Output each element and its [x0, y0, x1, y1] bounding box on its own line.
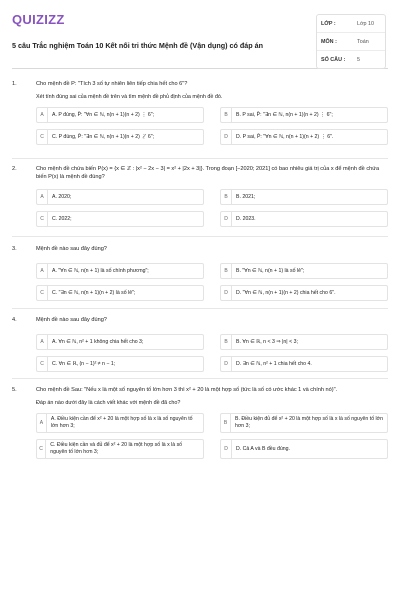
- option-text: C. P đúng, P̄: "∃n ∈ ℕ, n(n + 1)(n + 2) ⋮̸ 6";: [52, 133, 155, 140]
- question-number: 2.: [12, 166, 17, 172]
- option-a[interactable]: [36, 189, 204, 205]
- option-text: C. 2022;: [52, 215, 72, 222]
- option-letter: D: [221, 212, 232, 226]
- meta-row-grade: [317, 15, 385, 33]
- option-letter: C: [37, 440, 46, 458]
- answer-options: [36, 413, 388, 459]
- question-number: 4.: [12, 317, 17, 323]
- question-subtext: Đáp án nào dưới đây là cách viết khác với mệnh đề đã cho?: [36, 400, 181, 406]
- option-letter: B: [221, 264, 232, 278]
- option-a[interactable]: [36, 107, 204, 123]
- option-c[interactable]: [36, 211, 204, 227]
- question-text: Cho mệnh đề P: "Tích 3 số tự nhiên liên tiếp chia hết cho 6"?: [36, 81, 188, 87]
- option-text: C. Điều kiện cần và đủ để x² + 20 là một hợp số là x là số nguyên tố lớn hơn 3;: [50, 442, 183, 455]
- option-text: A. P đúng, P̄: "∀n ∈ ℕ, n(n + 1)(n + 2) ⋮ 6";: [52, 111, 155, 118]
- option-text: D. Cả A và B đều đúng.: [236, 445, 290, 452]
- option-b[interactable]: [220, 263, 388, 279]
- option-letter: B: [221, 414, 231, 432]
- question-number: 5.: [12, 387, 17, 393]
- meta-value: Toán: [357, 38, 369, 45]
- meta-row-subject: [317, 33, 385, 51]
- question-text: Cho mệnh đề Sau: "Nếu x là một số nguyên tố lớn hơn 3 thì x² + 20 là một hợp số (tức là số có ước khác 1 và chính nó)".: [36, 387, 338, 393]
- option-letter: D: [221, 357, 232, 371]
- question-divider: [12, 378, 388, 379]
- option-letter: A: [37, 190, 48, 204]
- option-a[interactable]: [36, 263, 204, 279]
- meta-value: 5: [357, 56, 360, 63]
- question-1: [12, 80, 388, 145]
- option-letter: B: [221, 335, 232, 349]
- option-letter: C: [37, 286, 48, 300]
- question-subtext: Xét tính đúng sai của mệnh đề trên và tìm mệnh đề phủ định của mệnh đề đó.: [36, 94, 223, 100]
- option-c[interactable]: [36, 439, 204, 459]
- option-d[interactable]: [220, 356, 388, 372]
- option-text: A. Điều kiện cần để x² + 20 là một hợp số là x là số nguyên tố lớn hơn 3;: [50, 416, 193, 429]
- option-d[interactable]: [220, 439, 388, 459]
- question-text: Cho mệnh đề chứa biến P(x) = {x ∈ ℤ : |x² − 2x − 3| = x² + |2x + 3|}. Trong đoạn [−2020; 2021] có bao nhiêu giá trị của x để mệnh đề chứa biến P(x) là mệnh đề đúng?: [36, 166, 380, 180]
- question-divider: [12, 236, 388, 237]
- option-text: D. "∀n ∈ ℕ, n(n + 1)(n + 2) chia hết cho 6".: [236, 289, 336, 296]
- question-divider: [12, 308, 388, 309]
- answer-options: [36, 263, 388, 301]
- option-b[interactable]: [220, 413, 388, 433]
- meta-table: [316, 14, 386, 69]
- meta-value: Lớp 10: [357, 20, 375, 27]
- option-d[interactable]: [220, 129, 388, 145]
- question-divider: [12, 158, 388, 159]
- option-letter: A: [37, 414, 47, 432]
- option-text: B. ∀n ∈ ℝ, n < 3 ⇒ |n| < 3;: [236, 338, 298, 345]
- option-letter: D: [221, 130, 232, 144]
- option-letter: A: [37, 264, 48, 278]
- option-d[interactable]: [220, 211, 388, 227]
- option-text: B. 2021;: [236, 193, 256, 200]
- answer-options: [36, 107, 388, 145]
- question-3: [12, 245, 388, 301]
- question-5: [12, 386, 388, 459]
- answer-options: [36, 334, 388, 372]
- option-letter: B: [221, 190, 232, 204]
- option-text: A. "∀n ∈ ℕ, n(n + 1) là số chính phương";: [52, 267, 149, 274]
- option-b[interactable]: [220, 189, 388, 205]
- option-c[interactable]: [36, 285, 204, 301]
- meta-key: LỚP :: [321, 20, 336, 27]
- question-number: 3.: [12, 246, 17, 252]
- option-b[interactable]: [220, 107, 388, 123]
- option-text: B. "∀n ∈ ℕ, n(n + 1) là số lẻ";: [236, 267, 305, 274]
- option-letter: A: [37, 108, 48, 122]
- option-b[interactable]: [220, 334, 388, 350]
- question-2: [12, 165, 388, 227]
- option-text: B. P sai, P̄: "∃n ∈ ℕ, n(n + 1)(n + 2) ⋮ 6";: [236, 111, 333, 118]
- question-text: Mệnh đề nào sau đây đúng?: [36, 317, 107, 323]
- question-text: Mệnh đề nào sau đây đúng?: [36, 246, 107, 252]
- question-number: 1.: [12, 81, 17, 87]
- option-a[interactable]: [36, 413, 204, 433]
- option-letter: C: [37, 357, 48, 371]
- quizizz-logo: QUIZIZZ: [12, 12, 65, 27]
- option-text: C. ∀n ∈ ℝ, (n − 1)² ≠ n − 1;: [52, 360, 116, 367]
- option-text: D. 2023.: [236, 215, 256, 222]
- option-letter: D: [221, 440, 232, 458]
- option-letter: C: [37, 212, 48, 226]
- option-text: A. 2020;: [52, 193, 72, 200]
- option-text: D. ∃n ∈ ℕ, n² + 1 chia hết cho 4.: [236, 360, 312, 367]
- option-c[interactable]: [36, 356, 204, 372]
- option-text: C. "∃n ∈ ℕ, n(n + 1)(n + 2) là số lẻ";: [52, 289, 136, 296]
- option-a[interactable]: [36, 334, 204, 350]
- option-c[interactable]: [36, 129, 204, 145]
- answer-options: [36, 189, 388, 227]
- worksheet-header: [12, 12, 388, 69]
- option-letter: A: [37, 335, 48, 349]
- question-4: [12, 316, 388, 372]
- option-d[interactable]: [220, 285, 388, 301]
- option-letter: C: [37, 130, 48, 144]
- meta-row-count: [317, 51, 385, 68]
- option-letter: D: [221, 286, 232, 300]
- option-text: B. Điều kiện đủ để x² + 20 là một hợp số là x là số nguyên tố lớn hơn 3;: [235, 416, 383, 429]
- worksheet-title: 5 câu Trắc nghiệm Toán 10 Kết nối tri thức Mệnh đề (Vận dụng) có đáp án: [12, 41, 264, 50]
- meta-key: MÔN :: [321, 38, 337, 45]
- option-text: D. P sai, P̄: "∀n ∈ ℕ, n(n + 1)(n + 2) ⋮ 6".: [236, 133, 334, 140]
- meta-key: SỐ CÂU :: [321, 56, 346, 63]
- option-text: A. ∀n ∈ ℕ, n² + 1 không chia hết cho 3;: [52, 338, 144, 345]
- option-letter: B: [221, 108, 232, 122]
